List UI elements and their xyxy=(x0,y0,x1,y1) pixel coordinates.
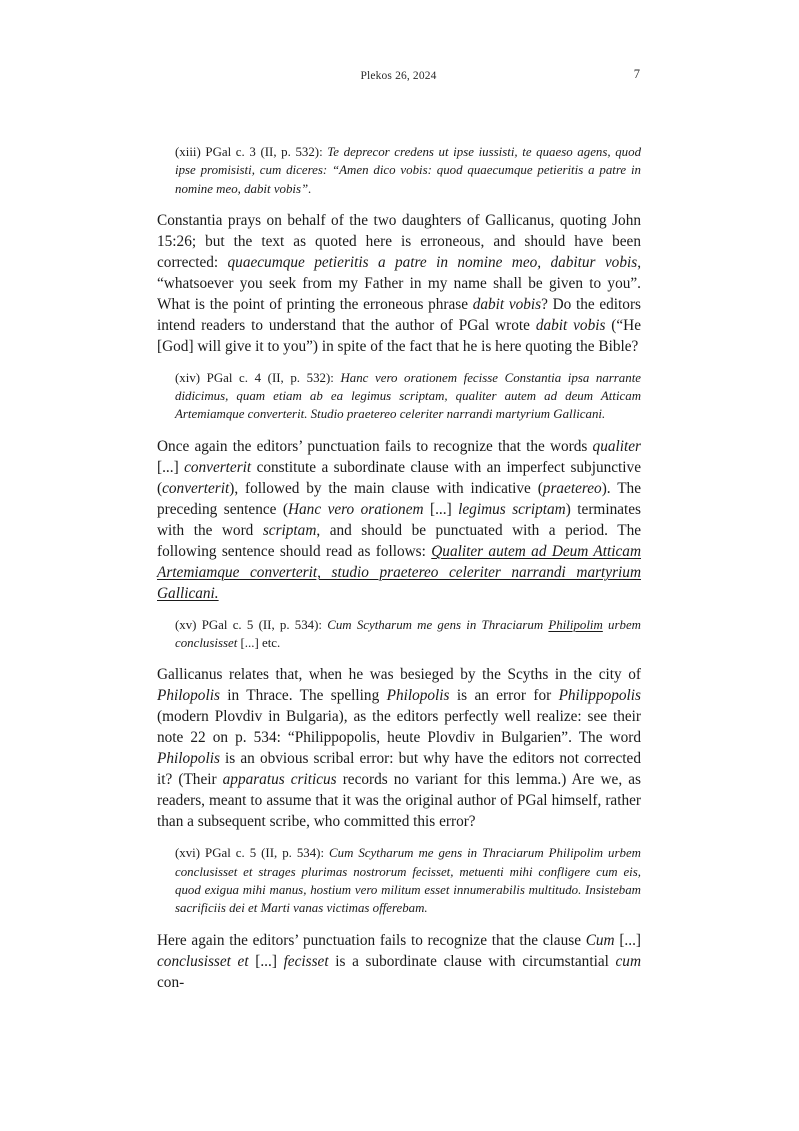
para3-text-5: is an obvious scribal error: but why have the editors not corrected it? (Their xyxy=(157,750,641,789)
para1-latin-2: dabit vobis xyxy=(472,295,542,313)
para4-latin-2: conclusisset et xyxy=(157,952,249,970)
para2-latin-5: Hanc vero orationem xyxy=(287,500,424,518)
body-paragraph-3 xyxy=(157,664,641,832)
para2-latin-1: qualiter xyxy=(592,437,641,455)
para4-text-2: [...] xyxy=(614,931,641,949)
para1-latin-1: quaecumque petieritis a patre in nomine meo, dabitur vobis xyxy=(227,253,638,271)
para2-latin-3: converterit xyxy=(162,479,230,497)
quotation-latin-xiii: Te deprecor credens ut ipse iussisti, te quaeso agens, quod ipse promisisti, cum diceres: “Amen dico vobis: quod quaecumque petieritis a patre in nomine meo, dabit vobis”. xyxy=(175,145,642,196)
para3-text-3: is an error for xyxy=(449,687,559,705)
quotation-label-xvi: (xvi) PGal c. 5 (II, p. 534): xyxy=(175,846,330,861)
block-quotation-xvi xyxy=(175,844,641,917)
para3-latin-2: Philopolis xyxy=(386,687,450,705)
quotation-label-xiv: (xiv) PGal c. 4 (II, p. 532): xyxy=(175,370,341,385)
para2-emended-text: Qualiter autem ad Deum Atticam Artemiamque converterit, studio praetereo celeriter narrandi martyrium Gallicani. xyxy=(157,542,641,602)
quotation-xv-tail: [...] etc. xyxy=(237,636,281,651)
para1-latin-3: dabit vobis xyxy=(535,316,606,334)
quotation-label-xv: (xv) PGal c. 5 (II, p. 534): xyxy=(175,617,328,632)
para2-text-1: Once again the editors’ punctuation fails to recognize that the words xyxy=(157,437,593,455)
para2-text-4: ), followed by the main clause with indicative ( xyxy=(229,479,543,497)
quotation-latin-xvi: Cum Scytharum me gens in Thraciarum Philipolim urbem conclusisset et strages plurimas nostrorum fecisset, metuenti mihi confligere cum eis, quod exigua mihi manus, hostium vero militum esset innumerabilis multitudo. Insistebam sacrificiis dei et Marti vanas victimas offerebam. xyxy=(175,846,641,916)
para1-text-3: ? Do the editors intend readers to understand that the author of PGal wrote xyxy=(157,295,641,334)
para3-text-4: (modern Plovdiv in Bulgaria), as the editors perfectly well realize: see their note 22 on p. 534: “Philippopolis, heute Plovdiv in Bulgarien”. The word xyxy=(157,708,641,747)
body-paragraph-4 xyxy=(157,930,641,993)
block-quotation-xv xyxy=(175,616,641,653)
block-quotation-xiv xyxy=(175,369,641,424)
quotation-latin-xv-part2: urbem conclusisset xyxy=(175,617,641,651)
para2-latin-4: praetereo xyxy=(542,479,602,497)
para3-latin-1: Philopolis xyxy=(157,687,220,705)
para3-text-1: Gallicanus relates that, when he was besieged by the Scyths in the city of xyxy=(157,666,641,684)
para3-latin-5: apparatus criticus xyxy=(222,771,337,789)
quotation-latin-xv-part1: Cum Scytharum me gens in Thraciarum xyxy=(327,617,549,632)
quotation-underlined-philipolim: Philipolim xyxy=(548,617,603,632)
para4-text-3: [...] xyxy=(248,952,284,970)
page-number: 7 xyxy=(633,67,640,81)
para2-latin-2: converterit xyxy=(184,458,252,476)
quotation-label-xiii: (xiii) PGal c. 3 (II, p. 532): xyxy=(175,145,328,159)
para2-text-2: [...] xyxy=(157,458,185,476)
para3-text-2: in Thrace. The spelling xyxy=(219,687,387,705)
body-paragraph-1 xyxy=(157,210,641,357)
para1-text-2: , “whatsoever you seek from my Father in my name shall be given to you”. What is the point of printing the erroneous phrase xyxy=(157,253,642,313)
text-column xyxy=(157,143,641,1005)
para2-latin-6: legimus scriptam xyxy=(458,500,566,518)
para2-text-8: , and should be punctuated with a period. The following sentence should read as follows: xyxy=(157,521,642,560)
para2-text-3: constitute a subordinate clause with an imperfect subjunctive ( xyxy=(157,458,641,497)
para1-text-1: Constantia prays on behalf of the two daughters of Gallicanus, quoting John 15:26; but the text as quoted here is erroneous, and should have been corrected: xyxy=(157,211,641,271)
para4-text-4: is a subordinate clause with circumstantial xyxy=(328,952,616,970)
block-quotation-xiii xyxy=(175,143,641,198)
para1-text-4: (“He [God] will give it to you”) in spite of the fact that he is here quoting the Bible? xyxy=(157,316,641,355)
para3-latin-3: Philippopolis xyxy=(558,687,641,705)
para4-text-1: Here again the editors’ punctuation fails to recognize that the clause xyxy=(157,931,586,949)
para2-latin-7: scriptam xyxy=(262,521,317,539)
para2-text-5: ). The preceding sentence ( xyxy=(157,479,641,518)
para4-text-5: con- xyxy=(157,973,185,991)
para4-latin-1: Cum xyxy=(585,931,615,949)
body-paragraph-2 xyxy=(157,436,641,604)
para4-latin-4: cum xyxy=(615,952,641,970)
para3-text-6: records no variant for this lemma.) Are we, as readers, meant to assume that it was the original author of PGal himself, rather than a subsequent scribe, who committed this error? xyxy=(157,771,641,831)
para3-latin-4: Philopolis xyxy=(157,750,220,768)
quotation-latin-xiv: Hanc vero orationem fecisse Constantia ipsa narrante didicimus, quam etiam ab ea legimus scriptam, qualiter autem ad deum Atticam Artemiamque converterit. Studio praetereo celeriter narrandi martyrium Gallicani. xyxy=(175,370,642,422)
para2-text-7: ) terminates with the word xyxy=(157,500,642,539)
running-head-title: Plekos 26, 2024 xyxy=(360,70,437,82)
para4-latin-3: fecisset xyxy=(283,952,329,970)
running-head xyxy=(157,67,640,86)
para2-text-6: [...] xyxy=(423,500,459,518)
